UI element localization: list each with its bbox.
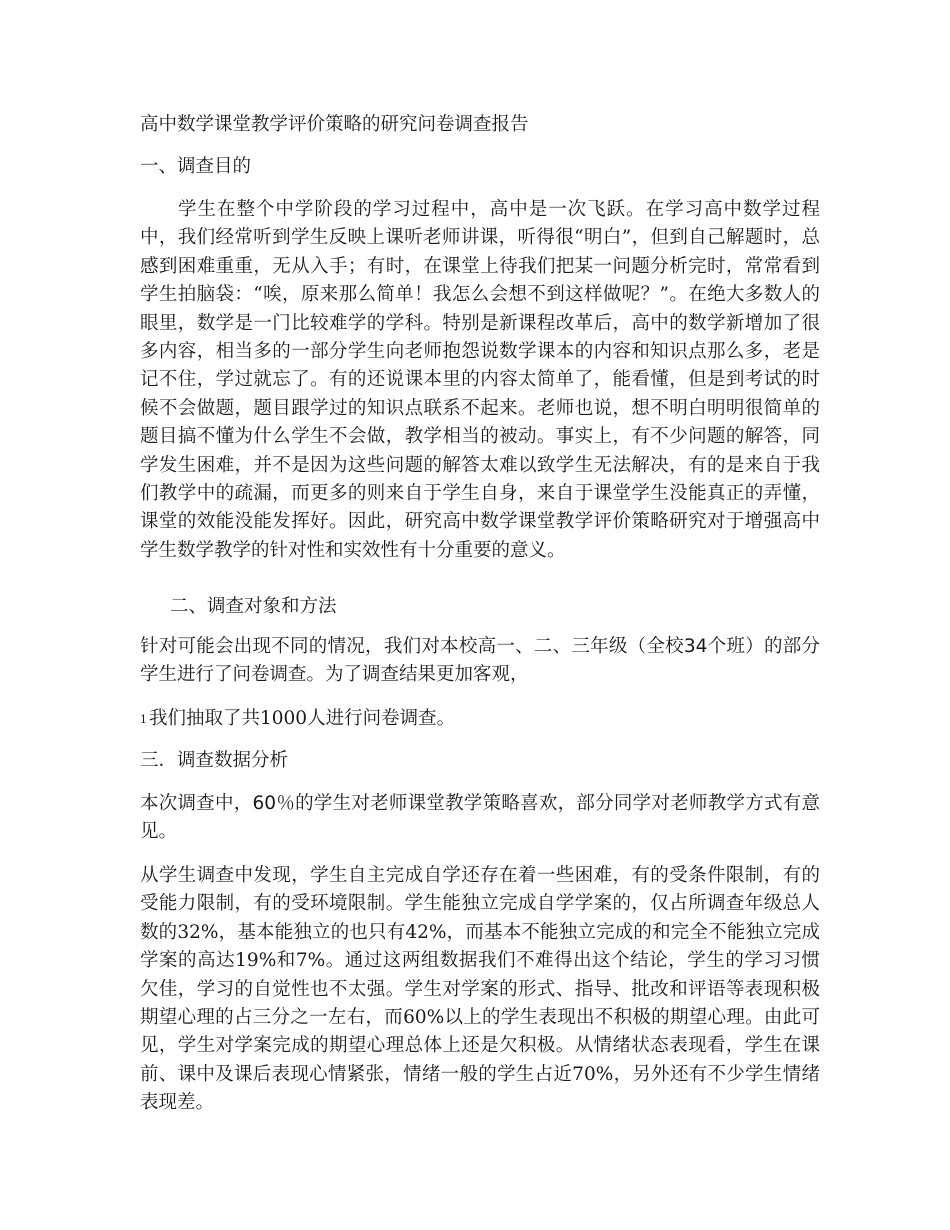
class-count: 34: [683, 636, 708, 657]
section-heading-data-analysis: 三．调查数据分析: [140, 750, 289, 771]
purpose-paragraph: 学生在整个中学阶段的学习过程中，高中是一次飞跃。在学习高中数学过程中，我们经常听到学生反映上课听老师讲课，听得很“明白”，但到自己解题时，总感到困难重重，无从入手；有时，在课堂上待我们把某一问题分析完时，常常看到学生拍脑袋：“唉，原来那么简单！我怎么会想不到这样做呢？”。在绝大多数人的眼里，数学是一门比较难学的学科。特别是新课程改革后，高中的数学新增加了很多内容，相当多的一部分学生向老师抱怨说数学课本的内容和知识点那么多，老是记不住，学过就忘了。有的还说课本里的内容太简单了，能看懂，但是到考试的时候不会做题，题目跟学过的知识点联系不起来。老师也说，想不明白明明很简单的题目搞不懂为什么学生不会做，教学相当的被动。事实上，有不少问题的解答，同学发生困难，并不是因为这些问题的解答太难以致学生无法解决，有的是来自于我们教学中的疏漏，而更多的则来自于学生自身，来自于课堂学生没能真正的弄懂，课堂的效能没能发挥好。因此，研究高中数学课堂教学评价策略研究对于增强高中学生数学教学的针对性和实效性有十分重要的意义。: [140, 199, 820, 561]
analysis-summary-paragraph: [140, 790, 820, 847]
document-title: 高中数学课堂教学评价策略的研究问卷调查报告: [140, 114, 529, 135]
like-percentage: 60: [252, 793, 277, 814]
section-heading-purpose: 一、调查目的: [140, 156, 252, 177]
footnote-mark: 1: [140, 713, 147, 726]
sample-paragraph: [140, 705, 820, 734]
sample-text: 我们抽取了共1000人进行问卷调查。: [149, 708, 456, 729]
subjects-text-post: 个班）的部分学生进行了问卷调查。为了调查结果更加客观，: [140, 636, 820, 686]
section-heading-subjects-methods: 二、调查对象和方法: [170, 596, 337, 617]
analysis-text-post: ％的学生对老师课堂教学策略喜欢，部分同学对老师教学方式有意见。: [140, 793, 820, 843]
analysis-detail-paragraph: 从学生调查中发现，学生自主完成自学还存在着一些困难，有的受条件限制，有的受能力限制，有的受环境限制。学生能独立完成自学学案的，仅占所调查年级总人数的32%，基本能独立的也只有42%，而基本不能独立完成的和完全不能独立完成学案的高达19%和7%。通过这两组数据我们不难得出这个结论，学生的学习习惯欠佳，学习的自觉性也不太强。学生对学案的形式、指导、批改和评语等表现积极期望心理的占三分之一左右，而60%以上的学生表现出不积极的期望心理。由此可见，学生对学案完成的期望心理总体上还是欠积极。从情绪状态表现看，学生在课前、课中及课后表现心情紧张，情绪一般的学生占近70%，另外还有不少学生情绪表现差。: [140, 865, 820, 1114]
analysis-text-pre: 本次调查中，: [140, 793, 253, 814]
subjects-text-pre: 针对可能会出现不同的情况，我们对本校高一、二、三年级（全校: [140, 636, 684, 657]
subjects-paragraph: [140, 633, 820, 690]
